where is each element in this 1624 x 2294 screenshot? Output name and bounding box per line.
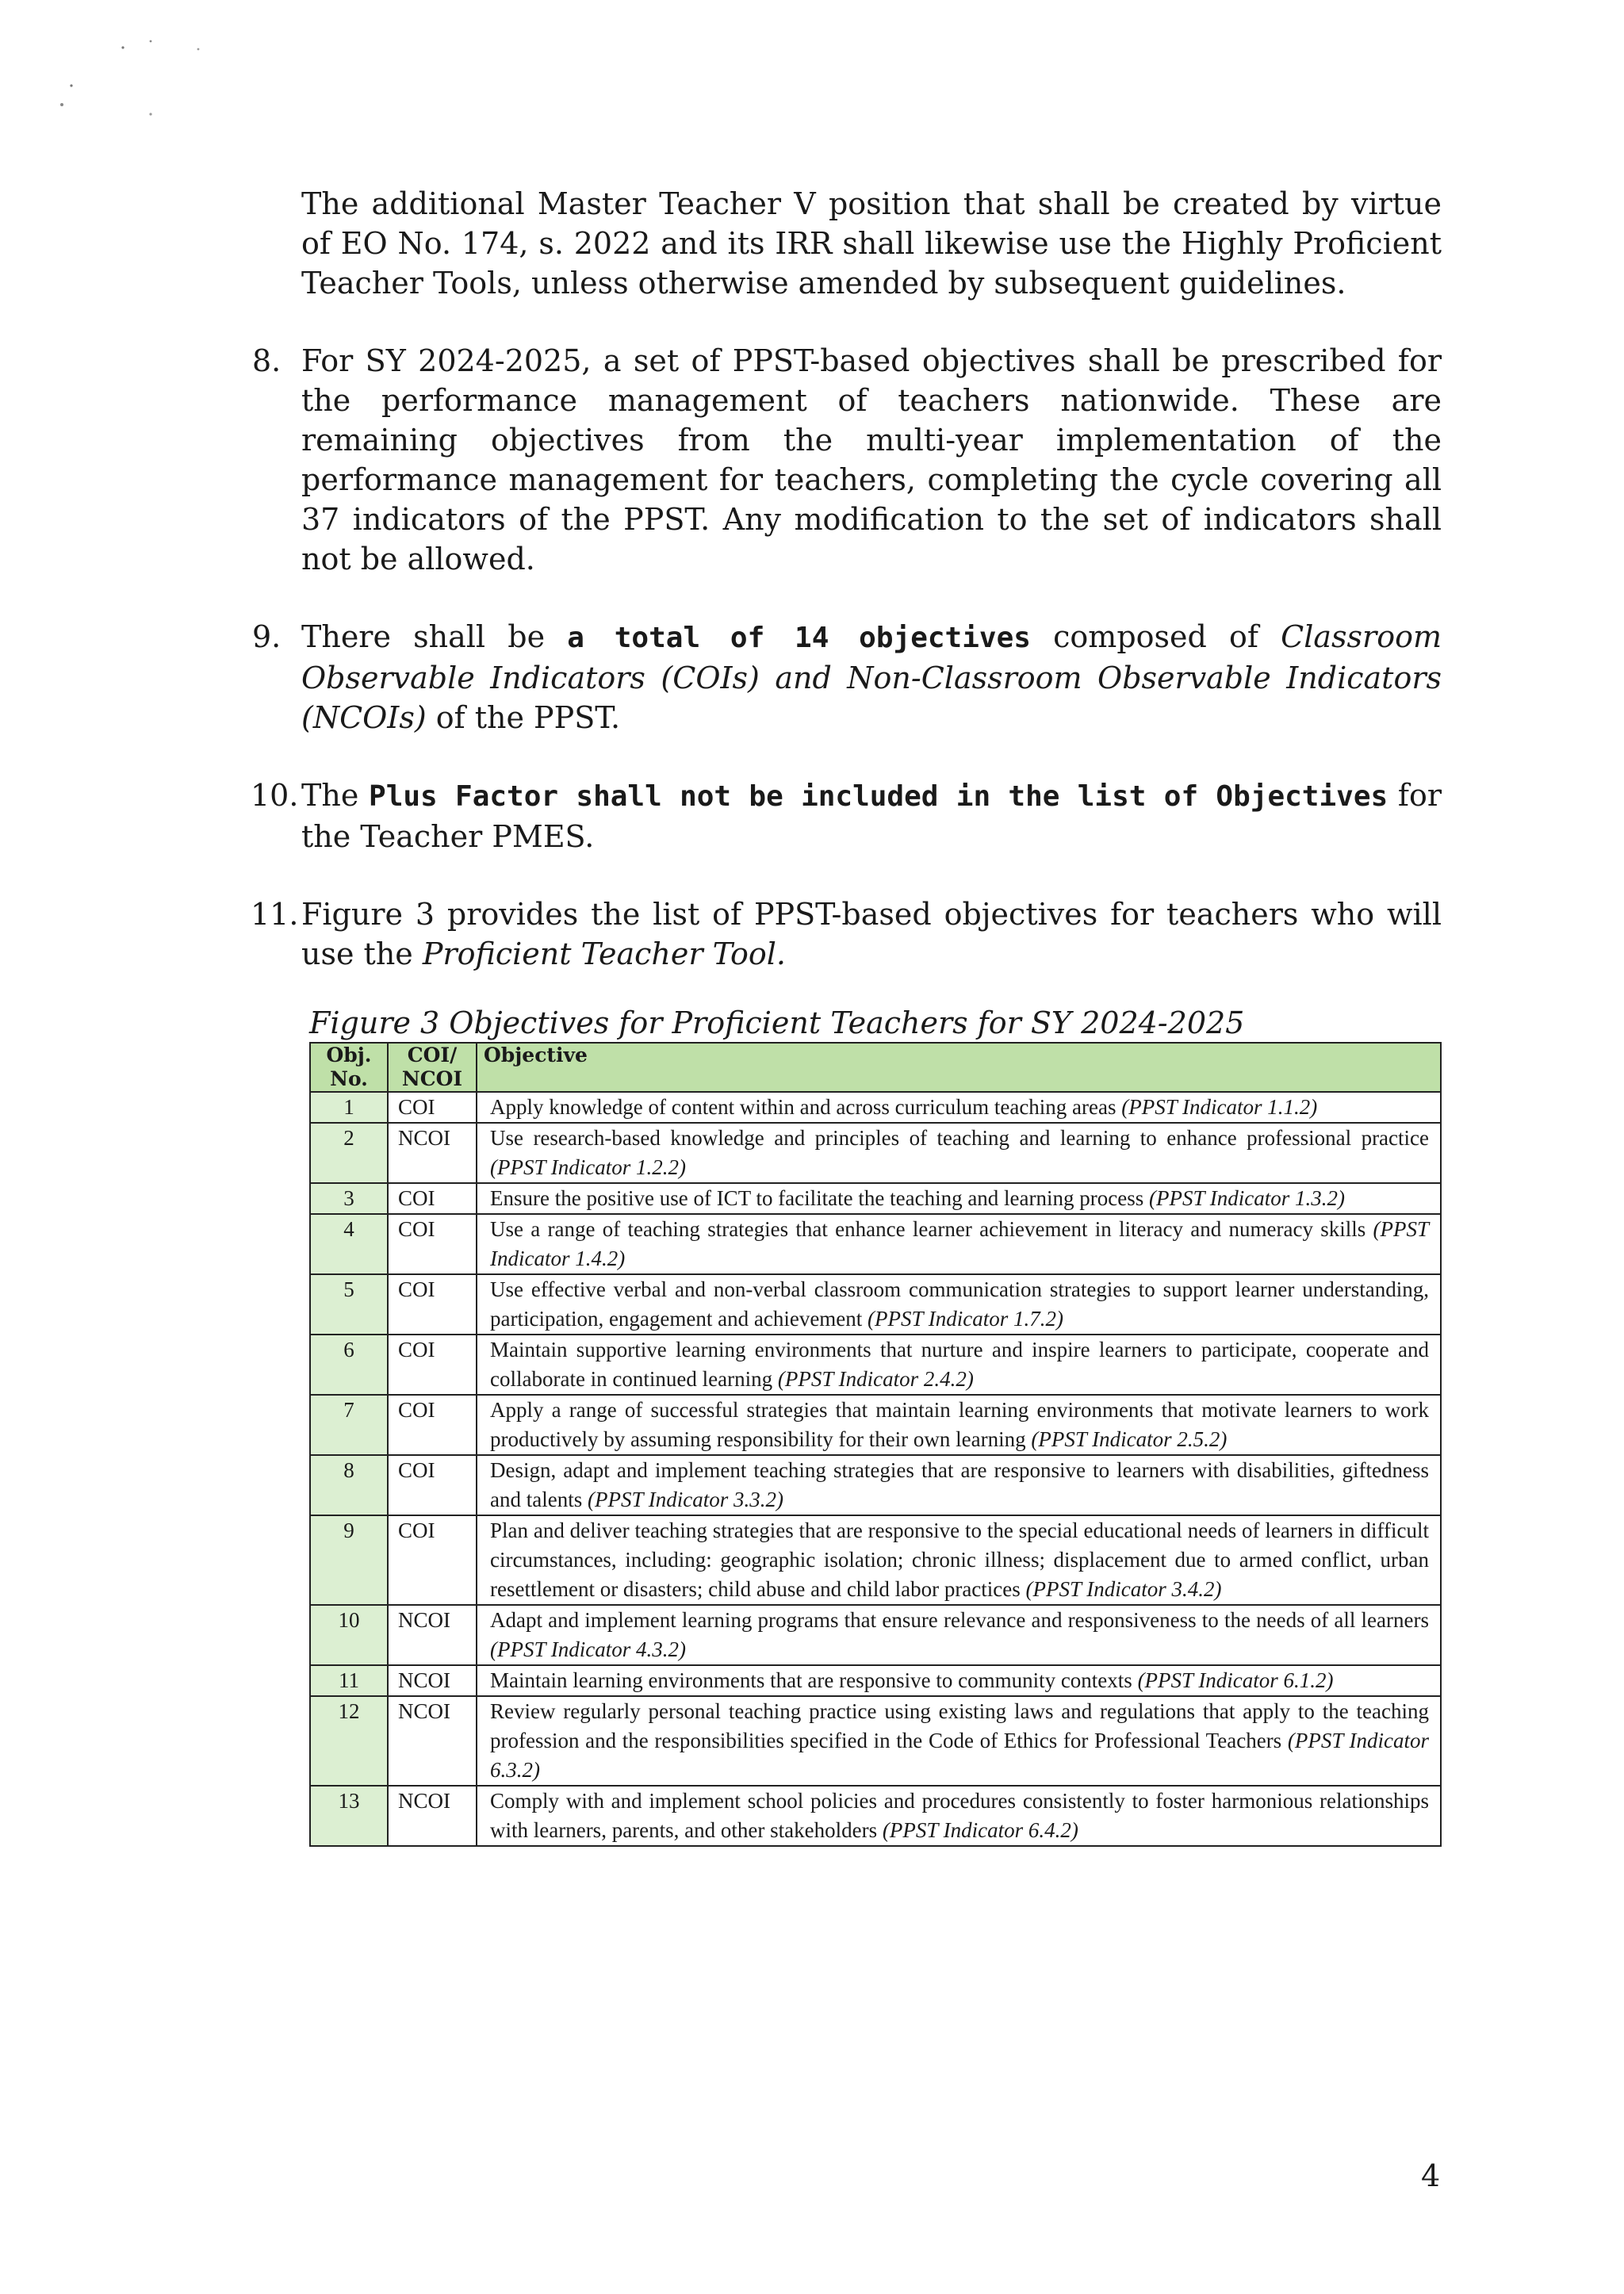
obj-number-cell: 1 xyxy=(310,1092,388,1123)
italic-phrase: Proficient Teacher Tool. xyxy=(422,936,786,971)
text-run: Figure 3 provides the list of PPST-based objectives for teachers who will use the xyxy=(301,897,1442,971)
text-run: There shall be xyxy=(301,619,568,654)
list-number: 8. xyxy=(252,343,282,378)
objective-cell xyxy=(477,1455,1441,1515)
text-run: composed of xyxy=(1030,619,1281,654)
obj-number-cell: 2 xyxy=(310,1123,388,1183)
header-obj-no: Obj. No. xyxy=(310,1043,388,1092)
obj-number-cell: 9 xyxy=(310,1515,388,1605)
objective-cell xyxy=(477,1274,1441,1335)
objective-text: Apply a range of successful strategies that maintain learning environments that motivate learners to work productively by assuming responsibility for their own learning xyxy=(490,1398,1429,1451)
obj-number-cell: 11 xyxy=(310,1665,388,1696)
ppst-indicator-ref: (PPST Indicator 6.3.2) xyxy=(490,1729,1430,1782)
obj-number-cell: 3 xyxy=(310,1183,388,1214)
obj-number-cell: 4 xyxy=(310,1214,388,1274)
table-row xyxy=(310,1665,1441,1696)
indicator-type-cell: COI xyxy=(388,1183,477,1214)
objective-cell xyxy=(477,1605,1441,1665)
list-number: 10. xyxy=(251,778,299,813)
indicator-type-cell: COI xyxy=(388,1214,477,1274)
obj-number-cell: 12 xyxy=(310,1696,388,1786)
objective-cell xyxy=(477,1515,1441,1605)
list-text xyxy=(301,617,1442,737)
ppst-indicator-ref: (PPST Indicator 1.7.2) xyxy=(868,1307,1064,1331)
objective-cell xyxy=(477,1214,1441,1274)
indicator-type-cell: COI xyxy=(388,1395,477,1455)
italic-phrase: Classroom Observable Indicators (COIs) and Non-Classroom Observable Indicators (NCOIs) xyxy=(301,619,1442,735)
list-item-8 xyxy=(252,341,1442,579)
body-text xyxy=(252,184,1442,1847)
list-text: For SY 2024-2025, a set of PPST-based objectives shall be prescribed for the performance management of teachers nationwide. These are remaining objectives from the multi-year implementation of the performance management for teachers, completing the cycle covering all 37 indicators of the PPST. Any modification to the set of indicators shall not be allowed. xyxy=(301,343,1442,576)
obj-number-cell: 10 xyxy=(310,1605,388,1665)
list-number: 11. xyxy=(251,897,299,932)
objective-text: Plan and deliver teaching strategies that are responsive to the special educational needs of learners in difficult circumstances, including: geographic isolation; chronic illness; displacement due to armed conflict, urban resettlement or disasters; child abuse and child labor practices xyxy=(490,1518,1429,1601)
objective-cell xyxy=(477,1395,1441,1455)
ppst-indicator-ref: (PPST Indicator 1.1.2) xyxy=(1121,1095,1318,1119)
intro-paragraph: The additional Master Teacher V position that shall be created by virtue of EO No. 174, s. 2022 and its IRR shall likewise use the Highly Proficient Teacher Tools, unless otherwise amended by subsequent guidelines. xyxy=(301,186,1442,301)
figure-caption: Figure 3 Objectives for Proficient Teachers for SY 2024-2025 xyxy=(309,1005,1245,1040)
objective-text: Ensure the positive use of ICT to facilitate the teaching and learning process xyxy=(490,1186,1149,1210)
indicator-type-cell: COI xyxy=(388,1274,477,1335)
list-item-9 xyxy=(252,617,1442,737)
objective-text: Adapt and implement learning programs that ensure relevance and responsiveness to the needs of all learners xyxy=(490,1608,1429,1632)
objective-text: Maintain learning environments that are responsive to community contexts xyxy=(490,1668,1138,1692)
table-row xyxy=(310,1214,1441,1274)
objective-cell xyxy=(477,1183,1441,1214)
indicator-type-cell: NCOI xyxy=(388,1786,477,1846)
header-coi-ncoi: COI/ NCOI xyxy=(388,1043,477,1092)
table-row xyxy=(310,1696,1441,1786)
objective-cell xyxy=(477,1335,1441,1395)
ppst-indicator-ref: (PPST Indicator 1.4.2) xyxy=(490,1217,1429,1270)
scan-specks xyxy=(48,32,246,127)
objective-text: Review regularly personal teaching practice using existing laws and regulations that apply to the teaching profession and the responsibilities specified in the Code of Ethics for Professional Teachers xyxy=(490,1699,1429,1752)
list-number: 9. xyxy=(252,619,282,654)
ppst-indicator-ref: (PPST Indicator 6.4.2) xyxy=(882,1818,1078,1842)
table-row xyxy=(310,1515,1441,1605)
objective-cell xyxy=(477,1123,1441,1183)
objective-text: Use effective verbal and non-verbal classroom communication strategies to support learner understanding, participation, engagement and achievement xyxy=(490,1277,1429,1331)
indicator-type-cell: NCOI xyxy=(388,1696,477,1786)
table-row xyxy=(310,1183,1441,1214)
ppst-indicator-ref: (PPST Indicator 2.4.2) xyxy=(777,1367,974,1391)
list-text xyxy=(301,776,1442,856)
indicator-type-cell: NCOI xyxy=(388,1123,477,1183)
indicator-type-cell: NCOI xyxy=(388,1665,477,1696)
table-row xyxy=(310,1335,1441,1395)
objective-text: Apply knowledge of content within and across curriculum teaching areas xyxy=(490,1095,1122,1119)
table-row xyxy=(310,1274,1441,1335)
table-body xyxy=(310,1092,1441,1846)
ppst-indicator-ref: (PPST Indicator 3.3.2) xyxy=(587,1488,783,1511)
objective-cell xyxy=(477,1665,1441,1696)
ppst-indicator-ref: (PPST Indicator 1.2.2) xyxy=(490,1155,686,1179)
ppst-indicator-ref: (PPST Indicator 3.4.2) xyxy=(1025,1577,1222,1601)
ppst-indicator-ref: (PPST Indicator 2.5.2) xyxy=(1031,1427,1228,1451)
obj-number-cell: 7 xyxy=(310,1395,388,1455)
page-number: 4 xyxy=(1421,2158,1441,2193)
ppst-indicator-ref: (PPST Indicator 4.3.2) xyxy=(490,1637,686,1661)
obj-number-cell: 8 xyxy=(310,1455,388,1515)
table-row xyxy=(310,1395,1441,1455)
indicator-type-cell: COI xyxy=(388,1092,477,1123)
objective-cell xyxy=(477,1092,1441,1123)
indicator-type-cell: COI xyxy=(388,1335,477,1395)
table-header-row xyxy=(310,1043,1441,1092)
obj-number-cell: 6 xyxy=(310,1335,388,1395)
list-item-11 xyxy=(252,894,1442,974)
ppst-indicator-ref: (PPST Indicator 1.3.2) xyxy=(1149,1186,1345,1210)
table-row xyxy=(310,1605,1441,1665)
objective-cell xyxy=(477,1696,1441,1786)
obj-number-cell: 5 xyxy=(310,1274,388,1335)
objectives-table xyxy=(309,1042,1442,1847)
obj-number-cell: 13 xyxy=(310,1786,388,1846)
objective-text: Design, adapt and implement teaching strategies that are responsive to learners with disabilities, giftedness and talents xyxy=(490,1458,1429,1511)
objective-text: Use research-based knowledge and principles of teaching and learning to enhance professional practice xyxy=(490,1126,1429,1150)
objective-cell xyxy=(477,1786,1441,1846)
list-item-10 xyxy=(252,776,1442,856)
ppst-indicator-ref: (PPST Indicator 6.1.2) xyxy=(1137,1668,1334,1692)
indicator-type-cell: NCOI xyxy=(388,1605,477,1665)
indicator-type-cell: COI xyxy=(388,1515,477,1605)
indicator-type-cell: COI xyxy=(388,1455,477,1515)
bold-phrase: a total of 14 objectives xyxy=(567,622,1031,654)
table-row xyxy=(310,1786,1441,1846)
header-objective: Objective xyxy=(477,1043,1441,1092)
objective-text: Comply with and implement school policies and procedures consistently to foster harmonious relationships with learners, parents, and other stakeholders xyxy=(490,1789,1429,1842)
table-row xyxy=(310,1455,1441,1515)
objective-text: Maintain supportive learning environments that nurture and inspire learners to participate, cooperate and collaborate in continued learning xyxy=(490,1338,1429,1391)
text-run: of the PPST. xyxy=(426,700,621,735)
table-row xyxy=(310,1092,1441,1123)
bold-phrase: Plus Factor shall not be included in the list of Objectives xyxy=(369,780,1388,813)
text-run: for the Teacher PMES. xyxy=(301,778,1442,854)
objective-text: Use a range of teaching strategies that enhance learner achievement in literacy and numeracy skills xyxy=(490,1217,1373,1241)
list-text xyxy=(301,894,1442,974)
table-row xyxy=(310,1123,1441,1183)
text-run: The xyxy=(301,778,370,813)
